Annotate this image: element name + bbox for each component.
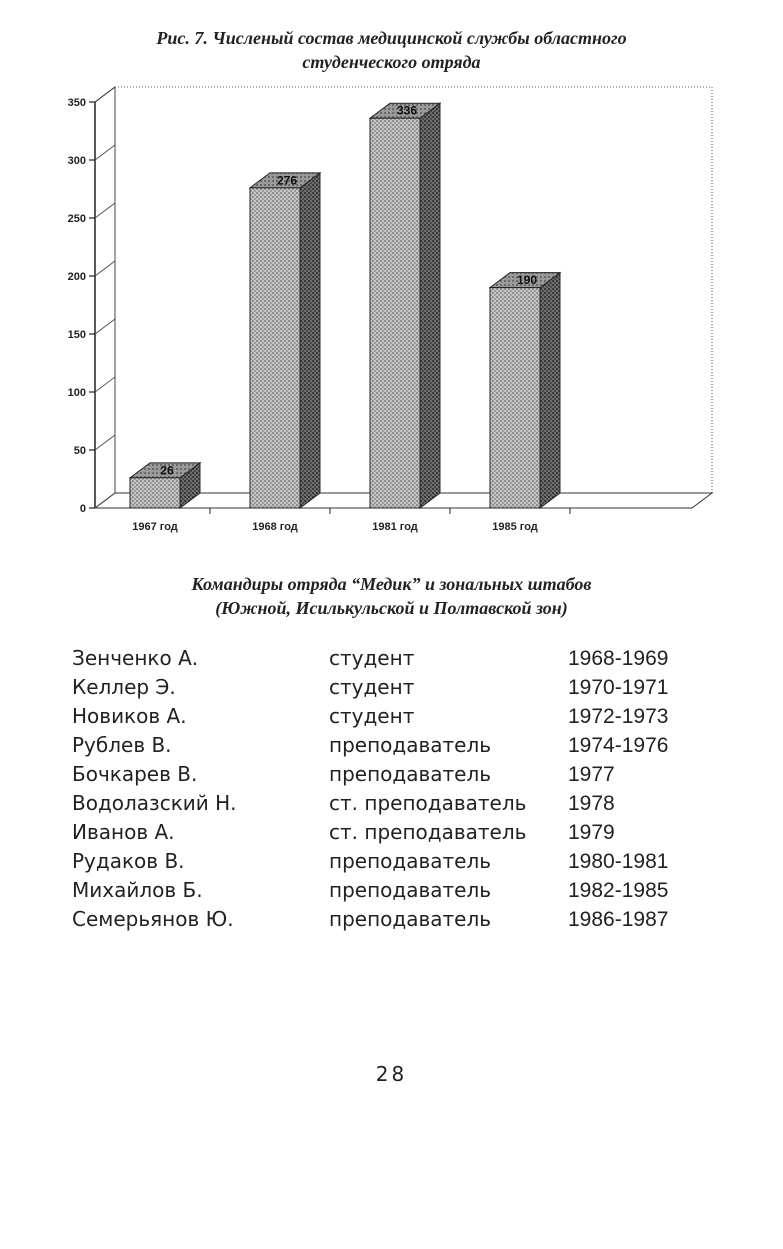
commander-row: [72, 760, 712, 789]
y-tick-depth: [95, 319, 115, 334]
y-tick-label: 0: [79, 503, 86, 515]
y-tick-label: 100: [67, 387, 86, 399]
commander-name: Бочкарев В.: [72, 762, 198, 786]
commander-years: 1982-1985: [568, 879, 669, 902]
bar-front: [130, 478, 180, 508]
y-tick-depth: [95, 203, 115, 218]
commander-years: 1980-1981: [568, 850, 669, 873]
commander-row: [72, 702, 712, 731]
commander-name: Семерьянов Ю.: [72, 907, 234, 931]
figure-caption-line-2: студенческого отряда: [302, 52, 481, 72]
commander-role: студент: [329, 675, 415, 699]
commander-years: 1986-1987: [568, 908, 669, 931]
commander-years: 1972-1973: [568, 705, 669, 728]
commander-role: студент: [329, 704, 415, 728]
page-number: 28: [375, 1062, 408, 1086]
commander-years: 1979: [568, 821, 615, 844]
commander-role: ст. преподаватель: [329, 820, 527, 844]
bar-front: [250, 188, 300, 508]
commander-row: [72, 905, 712, 934]
commander-role: студент: [329, 646, 415, 670]
y-tick-label: 350: [67, 97, 86, 109]
commander-name: Водолазский Н.: [72, 791, 237, 815]
x-category-label: 1967 год: [132, 521, 178, 533]
x-category-label: 1985 год: [492, 521, 538, 533]
commander-name: Новиков А.: [72, 704, 187, 728]
bar-front: [490, 288, 540, 508]
commanders-list: [72, 644, 712, 934]
y-tick-depth: [95, 145, 115, 160]
commander-role: преподаватель: [329, 733, 492, 757]
bar-front: [370, 118, 420, 508]
commander-row: [72, 847, 712, 876]
bar-data-label: 190: [516, 273, 538, 288]
chart-bars: [130, 103, 560, 508]
y-tick-label: 300: [67, 155, 86, 167]
commanders-table-title-line-1: Командиры отряда “Медик” и зональных штабов: [191, 574, 592, 594]
commander-name: Зенченко А.: [72, 646, 199, 670]
y-tick-label: 150: [67, 329, 86, 341]
commander-name: Келлер Э.: [72, 675, 176, 699]
figure-caption: [60, 26, 723, 74]
bar: [370, 103, 440, 508]
commander-name: Михайлов Б.: [72, 878, 203, 902]
commanders-table-title: [60, 572, 723, 620]
commander-role: преподаватель: [329, 907, 492, 931]
commander-row: [72, 876, 712, 905]
y-tick-label: 200: [67, 271, 86, 283]
bar-side: [540, 273, 560, 508]
bar-side: [420, 103, 440, 508]
y-tick-depth: [95, 261, 115, 276]
y-tick-depth: [95, 377, 115, 392]
commander-name: Рудаков В.: [72, 849, 185, 873]
commanders-table-title-line-2: (Южной, Исилькульской и Полтавской зон): [215, 598, 568, 618]
commander-row: [72, 673, 712, 702]
commander-years: 1977: [568, 763, 615, 786]
commander-years: 1974-1976: [568, 734, 669, 757]
commander-role: ст. преподаватель: [329, 791, 527, 815]
bar-data-label: 336: [396, 103, 418, 118]
bar-chart: [0, 80, 783, 550]
commander-name: Рублев В.: [72, 733, 172, 757]
commander-row: [72, 789, 712, 818]
commander-row: [72, 644, 712, 673]
commander-years: 1978: [568, 792, 615, 815]
commander-role: преподаватель: [329, 878, 492, 902]
bar-data-label: 276: [276, 173, 298, 188]
bar: [490, 273, 560, 508]
bar-data-label: 26: [160, 463, 174, 478]
y-tick-label: 250: [67, 213, 86, 225]
commander-role: преподаватель: [329, 762, 492, 786]
commander-role: преподаватель: [329, 849, 492, 873]
commander-row: [72, 731, 712, 760]
commander-years: 1970-1971: [568, 676, 669, 699]
commander-row: [72, 818, 712, 847]
y-tick-label: 50: [73, 445, 86, 457]
x-category-label: 1968 год: [252, 521, 298, 533]
commander-years: 1968-1969: [568, 647, 669, 670]
y-tick-depth: [95, 87, 115, 102]
bar: [250, 173, 320, 508]
y-tick-depth: [95, 435, 115, 450]
bar-side: [300, 173, 320, 508]
figure-caption-line-1: Рис. 7. Численый состав медицинской службы областного: [156, 28, 627, 48]
x-category-label: 1981 год: [372, 521, 418, 533]
commander-name: Иванов А.: [72, 820, 175, 844]
